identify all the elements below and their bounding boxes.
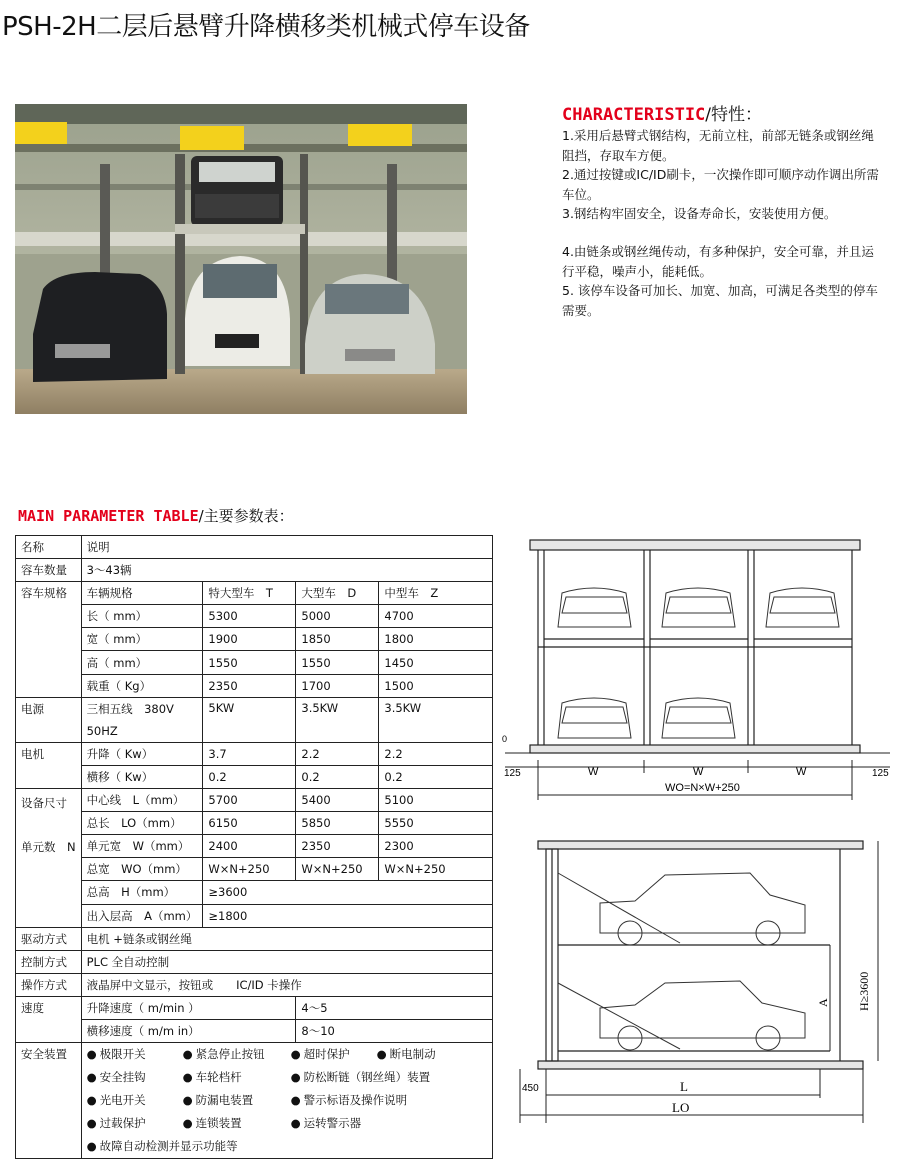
- table-cell: 2300: [379, 835, 492, 858]
- table-cell: 1700: [296, 674, 379, 697]
- table-row: [16, 674, 493, 697]
- table-row: [16, 605, 493, 628]
- characteristic-item: 2.通过按键或IC/ID刷卡，一次操作即可顺序动作调出所需车位。: [562, 167, 879, 202]
- table-cell: 高（ mm）: [81, 651, 203, 674]
- safety-item: ● 极限开关: [87, 1043, 183, 1066]
- param-table-heading: [18, 505, 294, 526]
- table-cell: 5300: [203, 605, 296, 628]
- side-dim-lo: LO: [672, 1100, 690, 1115]
- table-cell: 1550: [296, 651, 379, 674]
- page-title: PSH-2H二层后悬臂升降横移类机械式停车设备: [2, 12, 530, 42]
- cell-safety-list: [81, 1043, 492, 1159]
- table-cell: 5000: [296, 605, 379, 628]
- front-dim-w: W: [693, 766, 704, 778]
- table-cell: ≥1800: [203, 904, 492, 927]
- power-value: 3.5KW: [379, 697, 492, 742]
- table-cell: 宽（ mm）: [81, 628, 203, 651]
- table-cell: 升降（ Kw）: [81, 742, 203, 765]
- table-cell: 1900: [203, 628, 296, 651]
- power-desc: 三相五线 380V: [81, 697, 203, 720]
- table-row: [16, 651, 493, 674]
- parking-photo: [15, 104, 467, 414]
- spec-header-cell: 大型车 D: [296, 582, 379, 605]
- table-cell: 5100: [379, 789, 492, 812]
- table-cell: 0.2: [296, 765, 379, 788]
- characteristic-list: [562, 126, 882, 320]
- table-cell: 1800: [379, 628, 492, 651]
- table-cell: W×N+250: [203, 858, 296, 881]
- safety-item: ● 紧急停止按钮: [183, 1043, 291, 1066]
- table-cell: ≥3600: [203, 881, 492, 904]
- cell-name-label: 名称: [16, 536, 82, 559]
- table-cell: 2.2: [296, 742, 379, 765]
- table-cell: 总长 LO（mm）: [81, 812, 203, 835]
- power-value: 3.5KW: [296, 697, 379, 742]
- param-heading-cn: /主要参数表：: [198, 507, 294, 525]
- table-cell: 5850: [296, 812, 379, 835]
- spec-header-cell: 特大型车 T: [203, 582, 296, 605]
- table-cell: W×N+250: [296, 858, 379, 881]
- safety-item: ● 防松断链（钢丝绳）装置: [291, 1066, 487, 1089]
- parameter-table: [15, 535, 493, 1159]
- cell-drive-label: 驱动方式: [16, 927, 82, 950]
- table-cell: 1850: [296, 628, 379, 651]
- table-cell: 1550: [203, 651, 296, 674]
- param-heading-en: MAIN PARAMETER TABLE: [18, 507, 199, 525]
- power-value: 5KW: [203, 697, 296, 742]
- cell-speed-label: 速度: [16, 996, 82, 1042]
- safety-item: ● 防漏电装置: [183, 1089, 291, 1112]
- table-cell: 横移速度（ m/m in）: [81, 1019, 296, 1042]
- safety-item: ● 光电开关: [87, 1089, 183, 1112]
- safety-item: ● 车轮档杆: [183, 1066, 291, 1089]
- table-cell: 5700: [203, 789, 296, 812]
- table-cell: 总高 H（mm）: [81, 881, 203, 904]
- characteristic-item: 4.由链条或钢丝绳传动，有多种保护，安全可靠，并且运行平稳，噪声小，能耗低。: [562, 243, 874, 279]
- table-cell: 4～5: [296, 996, 492, 1019]
- safety-item: ● 连锁装置: [183, 1112, 291, 1135]
- side-view-diagram: [500, 833, 895, 1123]
- front-dim-total: WO=N×W+250: [665, 782, 740, 794]
- characteristic-item: 3.钢结构牢固安全，设备寿命长，安装使用方便。: [562, 206, 837, 222]
- side-dim-l: L: [680, 1079, 688, 1094]
- table-cell: 2400: [203, 835, 296, 858]
- safety-item: ● 超时保护: [291, 1043, 377, 1066]
- front-dim-0: 0: [502, 734, 508, 744]
- cell-drive-value: 电机 +链条或钢丝绳: [81, 927, 492, 950]
- table-cell: W×N+250: [379, 858, 492, 881]
- characteristic-heading-cn: /特性：: [705, 105, 763, 125]
- characteristic-heading: [562, 100, 762, 125]
- cell-desc-label: 说明: [81, 536, 492, 559]
- spec-header-cell: 车辆规格: [81, 582, 203, 605]
- cell-safety-label: 安全装置: [16, 1043, 82, 1159]
- characteristic-heading-en: CHARACTERISTIC: [562, 105, 706, 125]
- characteristic-item: 1.采用后悬臂式钢结构，无前立柱，前部无链条或钢丝绳阻挡，存取车方便。: [562, 128, 874, 163]
- side-dim-450: 450: [522, 1083, 539, 1094]
- table-cell: 出入层高 A（mm）: [81, 904, 203, 927]
- front-dim-w: W: [588, 766, 599, 778]
- table-row: [16, 628, 493, 651]
- side-dim-h: H≥3600: [857, 971, 871, 1011]
- table-cell: 6150: [203, 812, 296, 835]
- cell-operation-label: 操作方式: [16, 973, 82, 996]
- cell-control-label: 控制方式: [16, 950, 82, 973]
- table-cell: 1450: [379, 651, 492, 674]
- safety-item: ● 故障自动检测并显示功能等: [87, 1135, 487, 1158]
- front-dim-w: W: [796, 766, 807, 778]
- power-desc-2: 50HZ: [81, 720, 203, 743]
- table-cell: 2350: [296, 835, 379, 858]
- table-cell: 2350: [203, 674, 296, 697]
- safety-item: ● 过载保护: [87, 1112, 183, 1135]
- table-cell: 0.2: [379, 765, 492, 788]
- table-cell: 3.7: [203, 742, 296, 765]
- unit-label: 单元数 N: [21, 840, 76, 855]
- table-cell: 升降速度（ m/min ）: [81, 996, 296, 1019]
- table-cell: 1500: [379, 674, 492, 697]
- table-cell: 单元宽 W（mm）: [81, 835, 203, 858]
- safety-item: ● 断电制动: [377, 1043, 487, 1066]
- table-cell: 横移（ Kw）: [81, 765, 203, 788]
- safety-item: ● 安全挂钩: [87, 1066, 183, 1089]
- table-cell: 0.2: [203, 765, 296, 788]
- table-cell: 4700: [379, 605, 492, 628]
- front-dim-left: 125: [504, 768, 521, 779]
- safety-item: ● 警示标语及操作说明: [291, 1089, 487, 1112]
- table-cell: 5400: [296, 789, 379, 812]
- safety-item: ● 运转警示器: [291, 1112, 487, 1135]
- size-label: 设备尺寸: [21, 796, 67, 811]
- table-cell: 5550: [379, 812, 492, 835]
- table-cell: 载重（ Kg）: [81, 674, 203, 697]
- table-cell: 总宽 WO（mm）: [81, 858, 203, 881]
- table-cell: 2.2: [379, 742, 492, 765]
- cell-control-value: PLC 全自动控制: [81, 950, 492, 973]
- cell-capacity-value: 3～43辆: [81, 559, 492, 582]
- table-cell: 长（ mm）: [81, 605, 203, 628]
- cell-spec-label: 容车规格: [16, 582, 82, 697]
- front-dim-right: 125: [872, 768, 889, 779]
- cell-capacity-label: 容车数量: [16, 559, 82, 582]
- cell-power-label: 电源: [16, 697, 82, 742]
- cell-motor-label: 电机: [16, 742, 82, 788]
- spec-header-cell: 中型车 Z: [379, 582, 492, 605]
- front-view-diagram: [500, 535, 895, 805]
- table-cell: 中心线 L（mm）: [81, 789, 203, 812]
- cell-operation-value: 液晶屏中文显示，按钮或 IC/ID 卡操作: [81, 973, 492, 996]
- table-cell: 8～10: [296, 1019, 492, 1042]
- side-dim-a: A: [816, 998, 830, 1007]
- characteristic-item: 5. 该停车设备可加长、加宽、加高，可满足各类型的停车需要。: [562, 283, 878, 318]
- cell-size-label: [16, 789, 82, 928]
